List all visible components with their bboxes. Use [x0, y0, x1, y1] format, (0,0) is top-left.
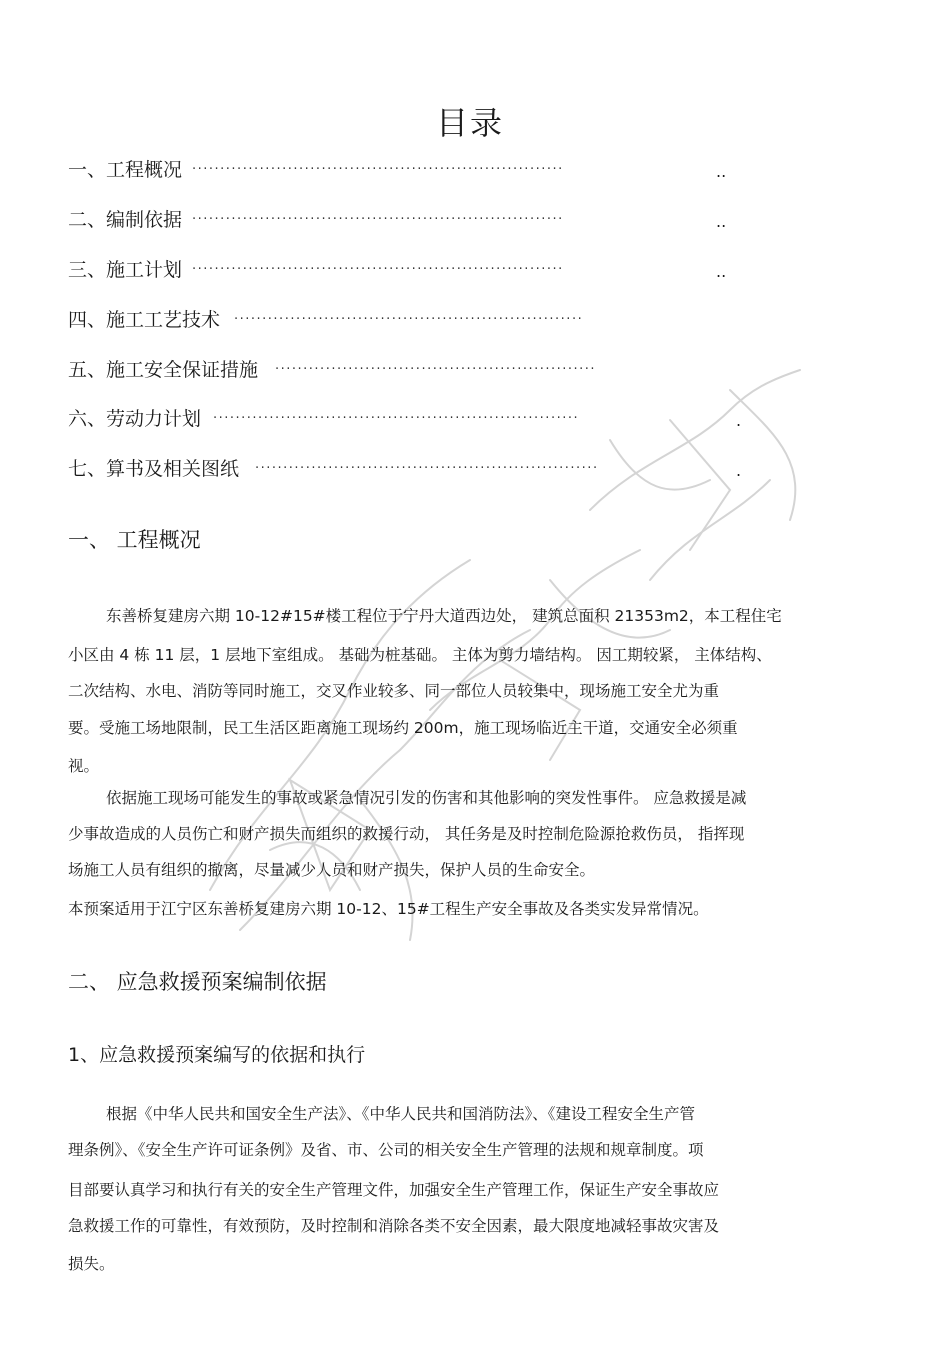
paragraph-line: 小区由 4 栋 11 层，1 层地下室组成。 基础为桩基础。 主体为剪力墙结构。 因工期较紧， 主体结构、 [68, 646, 772, 664]
paragraph-line: 要。受施工场地限制，民工生活区距离施工现场约 200m，施工现场临近主干道，交通安全必须重 [68, 719, 738, 737]
toc-item[interactable] [68, 357, 597, 383]
toc-item[interactable] [68, 157, 727, 183]
toc-leader-dots: ························································· [275, 362, 597, 377]
paragraph-line: 目部要认真学习和执行有关的安全生产管理文件，加强安全生产管理工作，保证生产安全事故应 [68, 1181, 720, 1199]
toc-page-number: .. [716, 212, 727, 231]
paragraph-line: 二次结构、水电、消防等同时施工，交叉作业较多、同一部位人员较集中，现场施工安全尤为重 [68, 682, 720, 700]
toc-item-label: 二、编制依据 [68, 209, 183, 231]
paragraph-line: 少事故造成的人员伤亡和财产损失而组织的救援行动， 其任务是及时控制危险源抢救伤员， 指挥现 [68, 825, 745, 843]
section-heading: 二、 应急救援预案编制依据 [68, 970, 327, 994]
toc-item[interactable] [68, 456, 742, 482]
toc-leader-dots: ······························································ [234, 312, 584, 327]
toc-item-label: 三、施工计划 [68, 259, 183, 281]
paragraph-line: 场施工人员有组织的撤离，尽量减少人员和财产损失，保护人员的生命安全。 [68, 861, 596, 879]
subsection-heading: 1、应急救援预案编写的依据和执行 [68, 1044, 366, 1066]
toc-page-number: . [736, 411, 742, 430]
paragraph-line: 损失。 [68, 1255, 115, 1273]
toc-page-number: .. [716, 162, 727, 181]
toc-leader-dots: ·································································· [192, 162, 564, 177]
paragraph-line: 视。 [68, 757, 100, 775]
toc-item-label: 五、施工安全保证措施 [68, 359, 259, 381]
paragraph-line: 根据《中华人民共和国安全生产法》、《中华人民共和国消防法》、《建设工程安全生产管 [106, 1105, 696, 1123]
toc-item-label: 四、施工工艺技术 [68, 309, 221, 331]
toc-page-number: .. [716, 262, 727, 281]
paragraph-line: 急救援工作的可靠性，有效预防，及时控制和消除各类不安全因素，最大限度地减轻事故灾害及 [68, 1217, 720, 1235]
paragraph-line: 依据施工现场可能发生的事故或紧急情况引发的伤害和其他影响的突发性事件。 应急救援是减 [106, 789, 747, 807]
toc-page-number: . [736, 461, 742, 480]
toc-item-label: 七、算书及相关图纸 [68, 458, 240, 480]
toc-item-label: 六、劳动力计划 [68, 408, 202, 430]
paragraph-line: 本预案适用于江宁区东善桥复建房六期 10-12、15#工程生产安全事故及各类实发异常情况。 [68, 900, 709, 918]
toc-item[interactable] [68, 207, 727, 233]
toc-item[interactable] [68, 257, 727, 283]
paragraph-line: 东善桥复建房六期 10-12#15#楼工程位于宁丹大道西边处， 建筑总面积 21353m2，本工程住宅 [106, 607, 782, 625]
toc-leader-dots: ·································································· [192, 212, 564, 227]
toc-leader-dots: ····························································· [255, 461, 599, 476]
toc-item-label: 一、工程概况 [68, 159, 183, 181]
toc-item[interactable] [68, 307, 584, 333]
paragraph-line: 理条例》、《安全生产许可证条例》及省、市、公司的相关安全生产管理的法规和规章制度。项 [68, 1141, 704, 1159]
toc-leader-dots: ·································································· [192, 262, 564, 277]
toc-title: 目录 [435, 104, 504, 142]
section-heading: 一、 工程概况 [68, 528, 201, 552]
toc-leader-dots: ································································· [213, 411, 580, 426]
toc-item[interactable] [68, 406, 742, 432]
